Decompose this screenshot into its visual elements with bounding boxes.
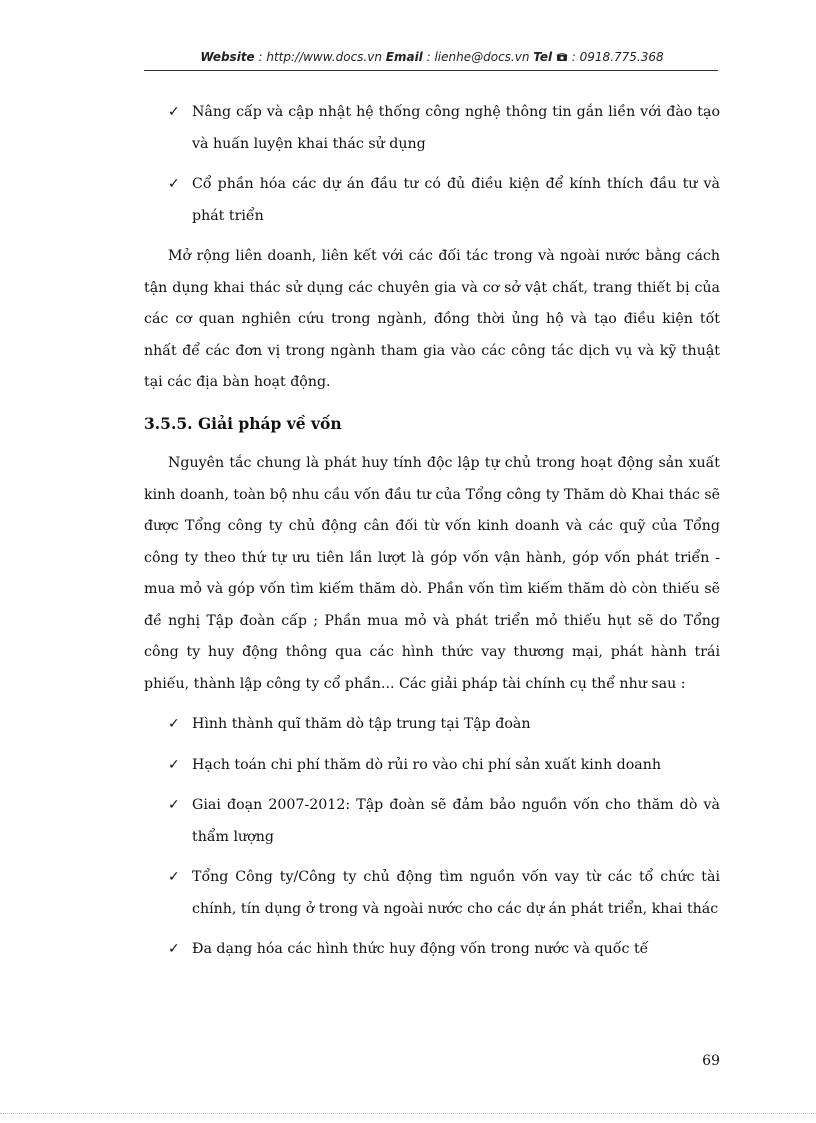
checkmark-icon: ✓ [168, 716, 180, 732]
website-value: : http://www.docs.vn [254, 50, 386, 64]
list-item [144, 934, 720, 966]
list-item [144, 862, 720, 925]
checkmark-icon: ✓ [168, 104, 180, 120]
website-label: Website [200, 50, 255, 64]
email-value: : lienhe@docs.vn [422, 50, 534, 64]
list-item-text: Hạch toán chi phí thăm dò rủi ro vào chi phí sản xuất kinh doanh [192, 756, 661, 773]
paragraph-partnership: Mở rộng liên doanh, liên kết với các đối tác trong và ngoài nước bằng cách tận dụng khai thác sử dụng các chuyên gia và cơ sở vật chất, trang thiết bị của các cơ quan nghiên cứu trong ngành, đồng thời ủng hộ và tạo điều kiện tốt nhất để các đơn vị trong ngành tham gia vào các công tác dịch vụ và kỹ thuật tại các địa bàn hoạt động. [144, 248, 720, 390]
list-item [144, 709, 720, 741]
header-divider [144, 70, 718, 71]
page-header [144, 50, 720, 64]
paragraph-capital-principles: Nguyên tắc chung là phát huy tính độc lập tự chủ trong hoạt động sản xuất kinh doanh, toàn bộ nhu cầu vốn đầu tư của Tổng công ty Thăm dò Khai thác sẽ được Tổng công ty chủ động cân đối từ vốn kinh doanh và các quỹ của Tổng công ty theo thứ tự ưu tiên lần lượt là góp vốn vận hành, góp vốn phát triển - mua mỏ và góp vốn tìm kiếm thăm dò. Phần vốn tìm kiếm thăm dò còn thiếu sẽ đề nghị Tập đoàn cấp ; Phần mua mỏ và phát triển mỏ thiếu hụt sẽ do Tổng công ty huy động thông qua các hình thức vay thương mại, phát hành trái phiếu, thành lập công ty cổ phần... Các giải pháp tài chính cụ thể như sau : [144, 455, 720, 692]
checkmark-icon: ✓ [168, 756, 180, 773]
list-item [144, 750, 720, 782]
list-item-text: Cổ phần hóa các dự án đầu tư có đủ điều kiện để kính thích đầu tư và phát triển [192, 176, 720, 224]
section-heading: 3.5.5. Giải pháp về vốn [144, 413, 342, 433]
checkmark-icon: ✓ [168, 176, 180, 192]
page-bottom-divider [0, 1113, 816, 1114]
list-item-text: Tổng Công ty/Công ty chủ động tìm nguồn vốn vay từ các tổ chức tài chính, tín dụng ở trong và ngoài nước cho các dự án phát triển, khai thác [192, 869, 720, 917]
tel-value: : 0918.775.368 [567, 50, 664, 64]
tel-label: Tel [533, 50, 553, 64]
list-item [144, 97, 720, 160]
list-item-text: Nâng cấp và cập nhật hệ thống công nghệ thông tin gắn liền với đào tạo và huấn luyện khai thác sử dụng [192, 104, 720, 152]
list-item-text: Hình thành quĩ thăm dò tập trung tại Tập đoàn [192, 716, 531, 732]
checkmark-icon: ✓ [168, 869, 180, 885]
document-body [144, 97, 720, 975]
checkmark-icon: ✓ [168, 941, 180, 957]
list-item-text: Giai đoạn 2007-2012: Tập đoàn sẽ đảm bảo nguồn vốn cho thăm dò và thẩm lượng [192, 797, 720, 845]
list-item [144, 169, 720, 232]
email-label: Email [385, 50, 423, 64]
checkmark-icon: ✓ [168, 797, 180, 813]
page-number: 69 [702, 1053, 720, 1069]
list-item-text: Đa dạng hóa các hình thức huy động vốn trong nước và quốc tế [192, 941, 649, 957]
list-item [144, 790, 720, 853]
phone-icon [556, 52, 568, 62]
